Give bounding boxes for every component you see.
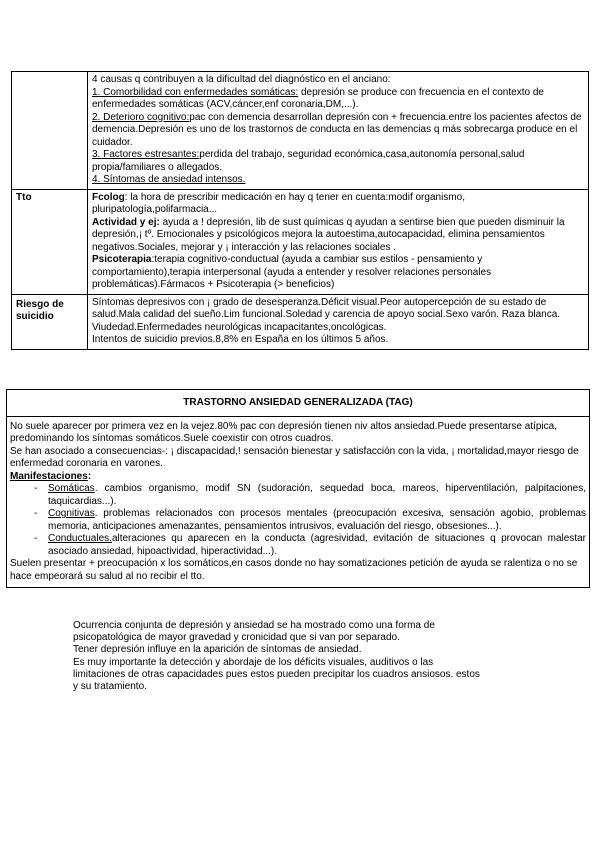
manifestations-label: Manifestaciones [10, 470, 88, 482]
row-label-suicide-risk: Riesgo de suicidio [12, 294, 88, 349]
list-item [10, 533, 586, 558]
fcolog-paragraph [92, 192, 584, 217]
tag-body [7, 417, 589, 588]
actividad-text: ayuda a ! depresión, lib de sust químicas q ayudan a sentirse bien que pueden disminuir la depresión,¡ tº. Emocionales y psicológicos mejora la autoestima,autocapacidad, elimina pensamientos negativos.Sociales, mejorar y ¡ interacción y las relaciones sociales . [92, 216, 565, 253]
tag-paragraph-2: Se han asociado a consecuencias-: ¡ discapacidad,! sensación bienestar y satisfacción con la vida, ¡ mortalidad,mayor riesgo de enfermedad coronaria en varones. [10, 445, 579, 469]
notes-paragraph [73, 620, 513, 693]
depression-table [11, 71, 589, 350]
psico-text: :terapia cognitivo-conductual (ayuda a cambiar sus estilos - pensamiento y comportamiento),terapia interpersonal (ayuda a entender y resolver relaciones personales problemáticas).Fármacos + Psicoterapia (> beneficios) [92, 254, 492, 290]
dash-bullet: - [34, 533, 38, 544]
manifestation-title: Cognitivas [48, 508, 95, 519]
dash-bullet: - [34, 508, 38, 519]
table-row-diagnosis [12, 72, 589, 190]
cause-item [92, 87, 584, 112]
actividad-paragraph [92, 217, 584, 255]
cause-title: 3. Factores estresantes: [92, 149, 200, 160]
tag-paragraph-1: No suele aparecer por primera vez en la vejez.80% pac con depresión tienen niv altos ansiedad.Puede presentarse atípica, predominando los síntomas somáticos.Suele coexistir con otros cuadros. [10, 420, 557, 444]
psico-label: Psicoterapia [92, 254, 152, 265]
suicide-risk-cell [88, 294, 589, 349]
list-item [10, 483, 586, 508]
fcolog-text: : la hora de prescribir medicación en hay q tener en cuenta:modif organismo, pluripatología,polifarmacia... [92, 191, 465, 215]
manifestations-colon: : [87, 470, 92, 482]
cause-item [92, 174, 584, 187]
cause-item [92, 112, 584, 150]
manifestation-text: . cambios organismo, modif SN (sudoración, sequedad boca, mareos, hiperventilación, palpitaciones, taquicardias...). [48, 483, 586, 507]
cause-title: 1. Comorbilidad con enfermedades somáticas: [92, 86, 299, 98]
row-label-empty [12, 72, 88, 190]
cause-text: depresión se produce con frecuencia en el contexto de enfermedades somáticas (ACV,cáncer,enf coronaria,DM,...). [92, 86, 544, 110]
manifestation-text: . problemas relacionados con procesos mentales (preocupación excesiva, sensación agobio, problemas memoria, anticipaciones amenazantes, pensamientos intrusivos, evaluación del riesgo, obsesiones...). [48, 508, 586, 532]
suicide-risk-text-2: Intentos de suicidio previos.8,8% en España en los últimos 5 años. [92, 334, 389, 345]
manifestation-text: alteraciones qu aparecen en la conducta (agresividad, evitación de situaciones q provocan malestar asociado ansiedad, hipoactividad, hiperactividad...). [48, 533, 586, 557]
diagnosis-cell [88, 72, 589, 190]
manifestations-heading [10, 471, 586, 484]
row-label-tto: Tto [12, 189, 88, 294]
tag-title: TRASTORNO ANSIEDAD GENERALIZADA (TAG) [7, 390, 589, 417]
diagnosis-intro: 4 causas q contribuyen a la dificultad del diagnóstico en el anciano: [92, 74, 391, 85]
manifestation-title: Somáticas [48, 483, 95, 494]
cause-title: 2. Deterioro cognitivo: [92, 111, 190, 123]
notes-line: Es muy importante la detección y abordaje de los déficits visuales, auditivos o las [73, 656, 434, 668]
dash-bullet: - [34, 483, 38, 494]
notes-line: Tener depresión influye en la aparición de síntomas de ansiedad. [73, 644, 362, 656]
cause-title: 4. Síntomas de ansiedad intensos. [92, 174, 246, 185]
cause-item [92, 149, 584, 174]
cause-text: perdida del trabajo, seguridad económica,casa,autonomía personal,salud propia/familiares o allegados. [92, 149, 525, 173]
actividad-label: Actividad y ej: [92, 216, 160, 228]
manifestation-title: Conductuales. [48, 533, 112, 544]
cause-text: pac con demencia desarrollan depresión con + frecuencia.entre los pacientes afectos de demencia.Depresión es uno de los trastornos de conducta en las demencias q más sobrecarga produce en el cuidador. [92, 111, 582, 148]
notes-line: y su tratamiento. [73, 681, 147, 693]
notes-line: limitaciones de otras capacidades pues estos pueden precipitar los cuadros ansiosos. estos [73, 668, 480, 680]
table-row-treatment [12, 189, 589, 294]
notes-line: Ocurrencia conjunta de depresión y ansiedad se ha mostrado como una forma de [73, 620, 435, 631]
table-row-suicide-risk [12, 294, 589, 349]
suicide-risk-text: Síntomas depresivos con ¡ grado de desesperanza.Déficit visual.Peor autopercepción de su estado de salud.Mala calidad del sueño.Lim funcional.Soledad y carencia de apoyo social.Sexo varón. Raza blanca. Viudedad.Enfermedades neurológicas incapacitantes,oncológicas. [92, 296, 561, 333]
notes-line: psicopatológica de mayor gravedad y cronicidad que si van por separado. [73, 632, 400, 644]
fcolog-label: Fcolog [92, 191, 125, 203]
psico-paragraph [92, 254, 584, 292]
treatment-cell [88, 189, 589, 294]
tag-closing: Suelen presentar + preocupación x los somáticos,en casos donde no hay somatizaciones petición de ayuda se ralentiza o no se hace empeorará su salud al no recibir el tto. [10, 558, 578, 582]
list-item [10, 508, 586, 533]
tag-section [6, 389, 590, 588]
